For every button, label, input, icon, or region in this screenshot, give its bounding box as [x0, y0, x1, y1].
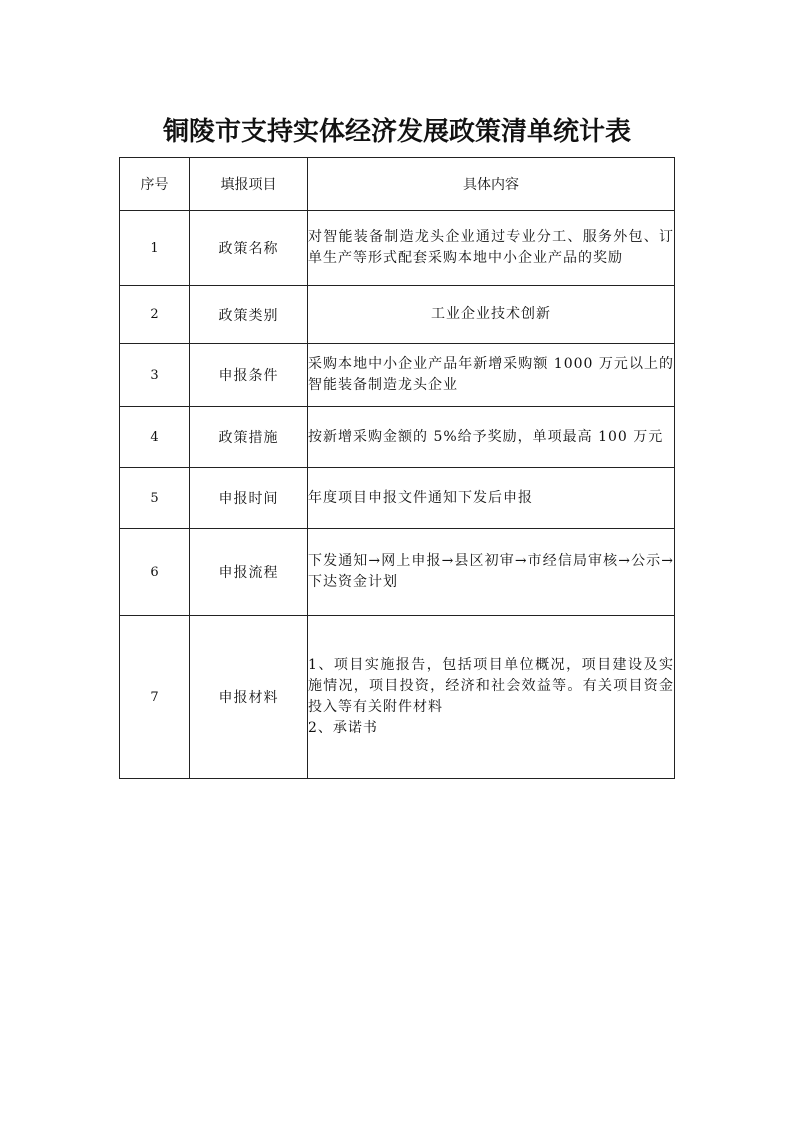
page-title: 铜陵市支持实体经济发展政策清单统计表 [162, 117, 631, 147]
row-content: 对智能装备制造龙头企业通过专业分工、服务外包、订单生产等形式配套采购本地中小企业产品的奖励 [308, 211, 675, 286]
row-number: 3 [120, 344, 190, 407]
row-number: 4 [120, 407, 190, 468]
row-item: 申报条件 [190, 344, 308, 407]
row-content: 年度项目申报文件通知下发后申报 [308, 468, 675, 529]
table-row [120, 286, 675, 344]
row-number: 7 [120, 616, 190, 779]
row-item: 政策名称 [190, 211, 308, 286]
row-content [308, 616, 675, 779]
table-row [120, 211, 675, 286]
row-item: 申报流程 [190, 529, 308, 616]
row-number: 6 [120, 529, 190, 616]
row-item: 政策类别 [190, 286, 308, 344]
content-line: 1、项目实施报告，包括项目单位概况，项目建设及实施情况，项目投资，经济和社会效益等。有关项目资金投入等有关附件材料 [308, 657, 674, 715]
content-line: 2、承诺书 [308, 720, 378, 736]
table-row [120, 344, 675, 407]
row-item: 申报时间 [190, 468, 308, 529]
policy-table [119, 157, 675, 779]
table-header-row [120, 158, 675, 211]
table-row [120, 529, 675, 616]
header-content: 具体内容 [308, 158, 675, 211]
table-row [120, 616, 675, 779]
row-number: 1 [120, 211, 190, 286]
row-content: 下发通知→网上申报→县区初审→市经信局审核→公示→下达资金计划 [308, 529, 675, 616]
row-content: 按新增采购金额的 5%给予奖励，单项最高 100 万元 [308, 407, 675, 468]
row-content: 工业企业技术创新 [308, 286, 675, 344]
table-row [120, 468, 675, 529]
row-number: 2 [120, 286, 190, 344]
row-item: 政策措施 [190, 407, 308, 468]
header-item: 填报项目 [190, 158, 308, 211]
row-item: 申报材料 [190, 616, 308, 779]
row-number: 5 [120, 468, 190, 529]
header-serial: 序号 [120, 158, 190, 211]
row-content: 采购本地中小企业产品年新增采购额 1000 万元以上的智能装备制造龙头企业 [308, 344, 675, 407]
table-row [120, 407, 675, 468]
